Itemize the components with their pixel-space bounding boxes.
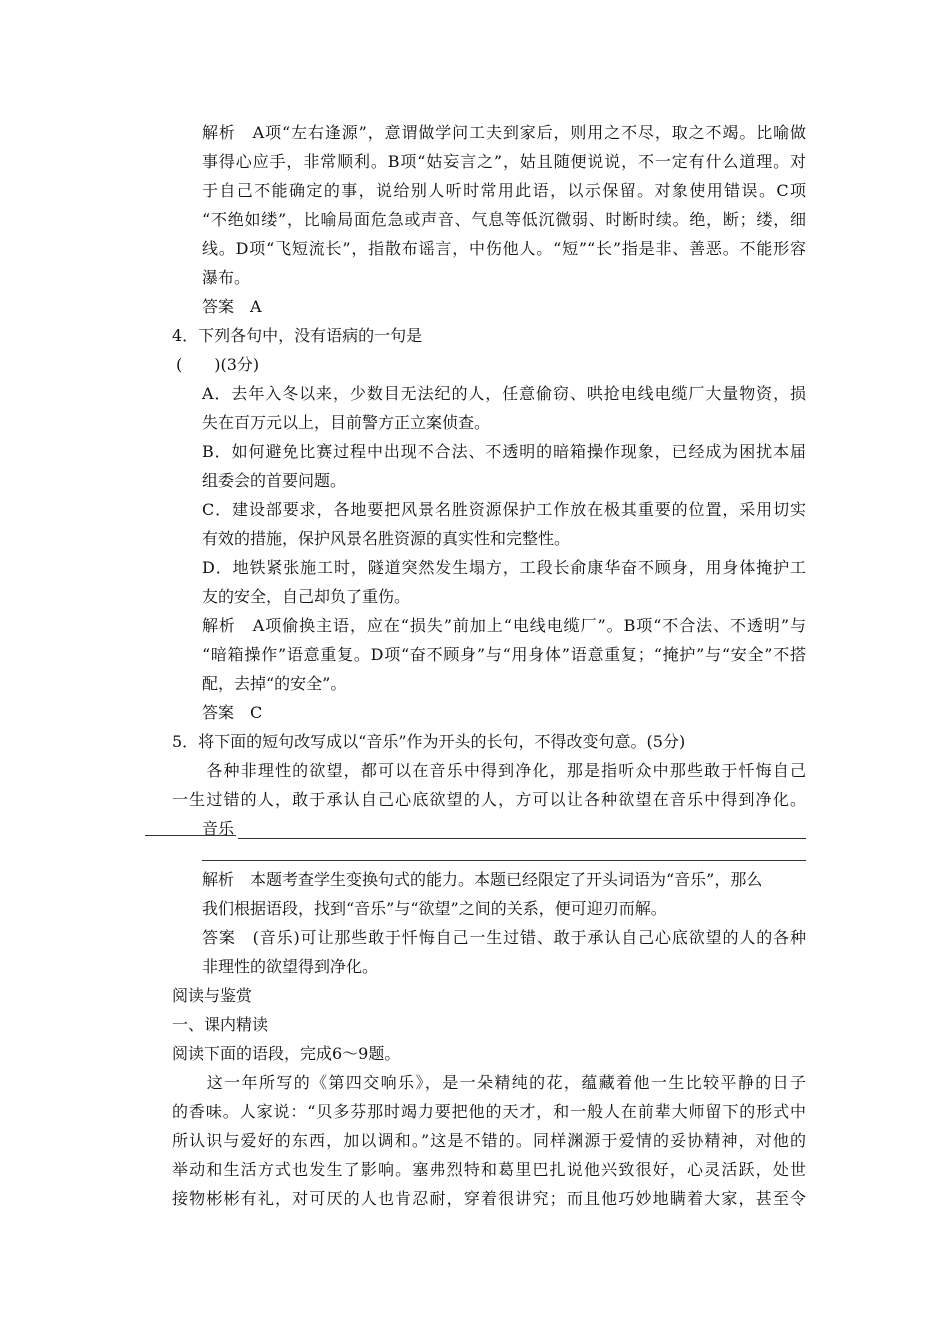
q4-answer: 答案 C <box>202 703 263 722</box>
q5-blank-continuation <box>145 835 236 836</box>
q4-stem: 4．下列各句中，没有语病的一句是 <box>172 326 423 345</box>
q5-answer-line: 非理性的欲望得到净化。 <box>202 957 379 976</box>
q5-analysis-line: 我们根据语段，找到“音乐”与“欲望”之间的关系，便可迎刃而解。 <box>202 899 667 918</box>
q4-score: ( )(3分) <box>176 355 260 374</box>
subsection-title: 一、课内精读 <box>172 1015 269 1034</box>
q4-analysis-line: “暗箱操作”语意重复。D项“奋不顾身”与“用身体”语意重复；“掩护”与“安全”不搭 <box>202 645 806 664</box>
q4-option-d: D．地铁紧张施工时，隧道突然发生塌方，工段长俞康华奋不顾身，用身体掩护工 <box>202 558 806 577</box>
q4-analysis-line: 解析 A项偷换主语，应在“损失”前加上“电线电缆厂”。B项“不合法、不透明”与 <box>202 616 806 635</box>
q5-passage-line: 各种非理性的欲望，都可以在音乐中得到净化，那是指听众中那些敢于忏悔自己 <box>172 761 806 780</box>
q4-option-b-cont: 组委会的首要问题。 <box>202 471 347 490</box>
q5-analysis-line: 解析 本题考查学生变换句式的能力。本题已经限定了开头词语为“音乐”，那么 <box>202 870 763 889</box>
q4-analysis-line: 配，去掉“的安全”。 <box>202 674 347 693</box>
q4-option-a: A．去年入冬以来，少数目无法纪的人，任意偷窃、哄抢电线电缆厂大量物资，损 <box>202 384 806 403</box>
q3-analysis-line: 于自己不能确定的事，说给别人听时常用此语，以示保留。对象使用错误。C项 <box>202 181 806 200</box>
reading-instruction: 阅读下面的语段，完成6～9题。 <box>172 1044 401 1063</box>
reading-passage-line: 接物彬彬有礼，对可厌的人也肯忍耐，穿着很讲究；而且他巧妙地瞒着大家，甚至令 <box>172 1189 806 1208</box>
reading-passage-line: 的香味。人家说：“贝多芬那时竭力要把他的天才，和一般人在前辈大师留下的形式中 <box>172 1102 806 1121</box>
reading-passage-line: 所认识与爱好的东西，加以调和。”这是不错的。同样渊源于爱情的妥协精神，对他的 <box>172 1131 806 1150</box>
q5-answer-blank[interactable] <box>202 819 806 839</box>
q5-blank-line-2 <box>202 860 806 861</box>
q3-analysis-line: 解析 A项“左右逢源”，意谓做学问工夫到家后，则用之不尽，取之不竭。比喻做 <box>202 123 806 142</box>
q3-answer: 答案 A <box>202 297 262 316</box>
q4-option-c-cont: 有效的措施，保护风景名胜资源的真实性和完整性。 <box>202 529 571 548</box>
q3-analysis-line: 线。D项“飞短流长”，指散布谣言，中伤他人。“短”“长”指是非、善恶。不能形容 <box>202 239 806 258</box>
section-title: 阅读与鉴赏 <box>172 986 253 1005</box>
q4-option-c: C．建设部要求，各地要把风景名胜资源保护工作放在极其重要的位置，采用切实 <box>202 500 806 519</box>
q4-option-b: B．如何避免比赛过程中出现不合法、不透明的暗箱操作现象，已经成为困扰本届 <box>202 442 806 461</box>
q5-passage-line: 一生过错的人，敢于承认自己心底欲望的人，方可以让各种欲望在音乐中得到净化。 <box>172 790 806 809</box>
q5-answer-line: 答案 (音乐)可让那些敢于忏悔自己一生过错、敢于承认自己心底欲望的人的各种 <box>202 928 806 947</box>
q5-blank-label: 音乐 <box>202 819 235 838</box>
q4-option-d-cont: 友的安全，自己却负了重伤。 <box>202 587 411 606</box>
q3-analysis-line: 瀑布。 <box>202 268 251 287</box>
q3-analysis-line: “不绝如缕”，比喻局面危急或声音、气息等低沉微弱、时断时续。绝，断；缕，细 <box>202 210 806 229</box>
reading-passage-line: 举动和生活方式也发生了影响。塞弗烈特和葛里巴扎说他兴致很好，心灵活跃，处世 <box>172 1160 806 1179</box>
reading-passage-line: 这一年所写的《第四交响乐》，是一朵精纯的花，蕴藏着他一生比较平静的日子 <box>172 1073 806 1092</box>
q4-option-a-cont: 失在百万元以上，目前警方正立案侦查。 <box>202 413 491 432</box>
q3-analysis-line: 事得心应手，非常顺利。B项“姑妄言之”，姑且随便说说，不一定有什么道理。对 <box>202 152 806 171</box>
q5-stem: 5．将下面的短句改写成以“音乐”作为开头的长句，不得改变句意。(5分) <box>172 732 686 751</box>
q5-blank-underline <box>238 824 806 839</box>
